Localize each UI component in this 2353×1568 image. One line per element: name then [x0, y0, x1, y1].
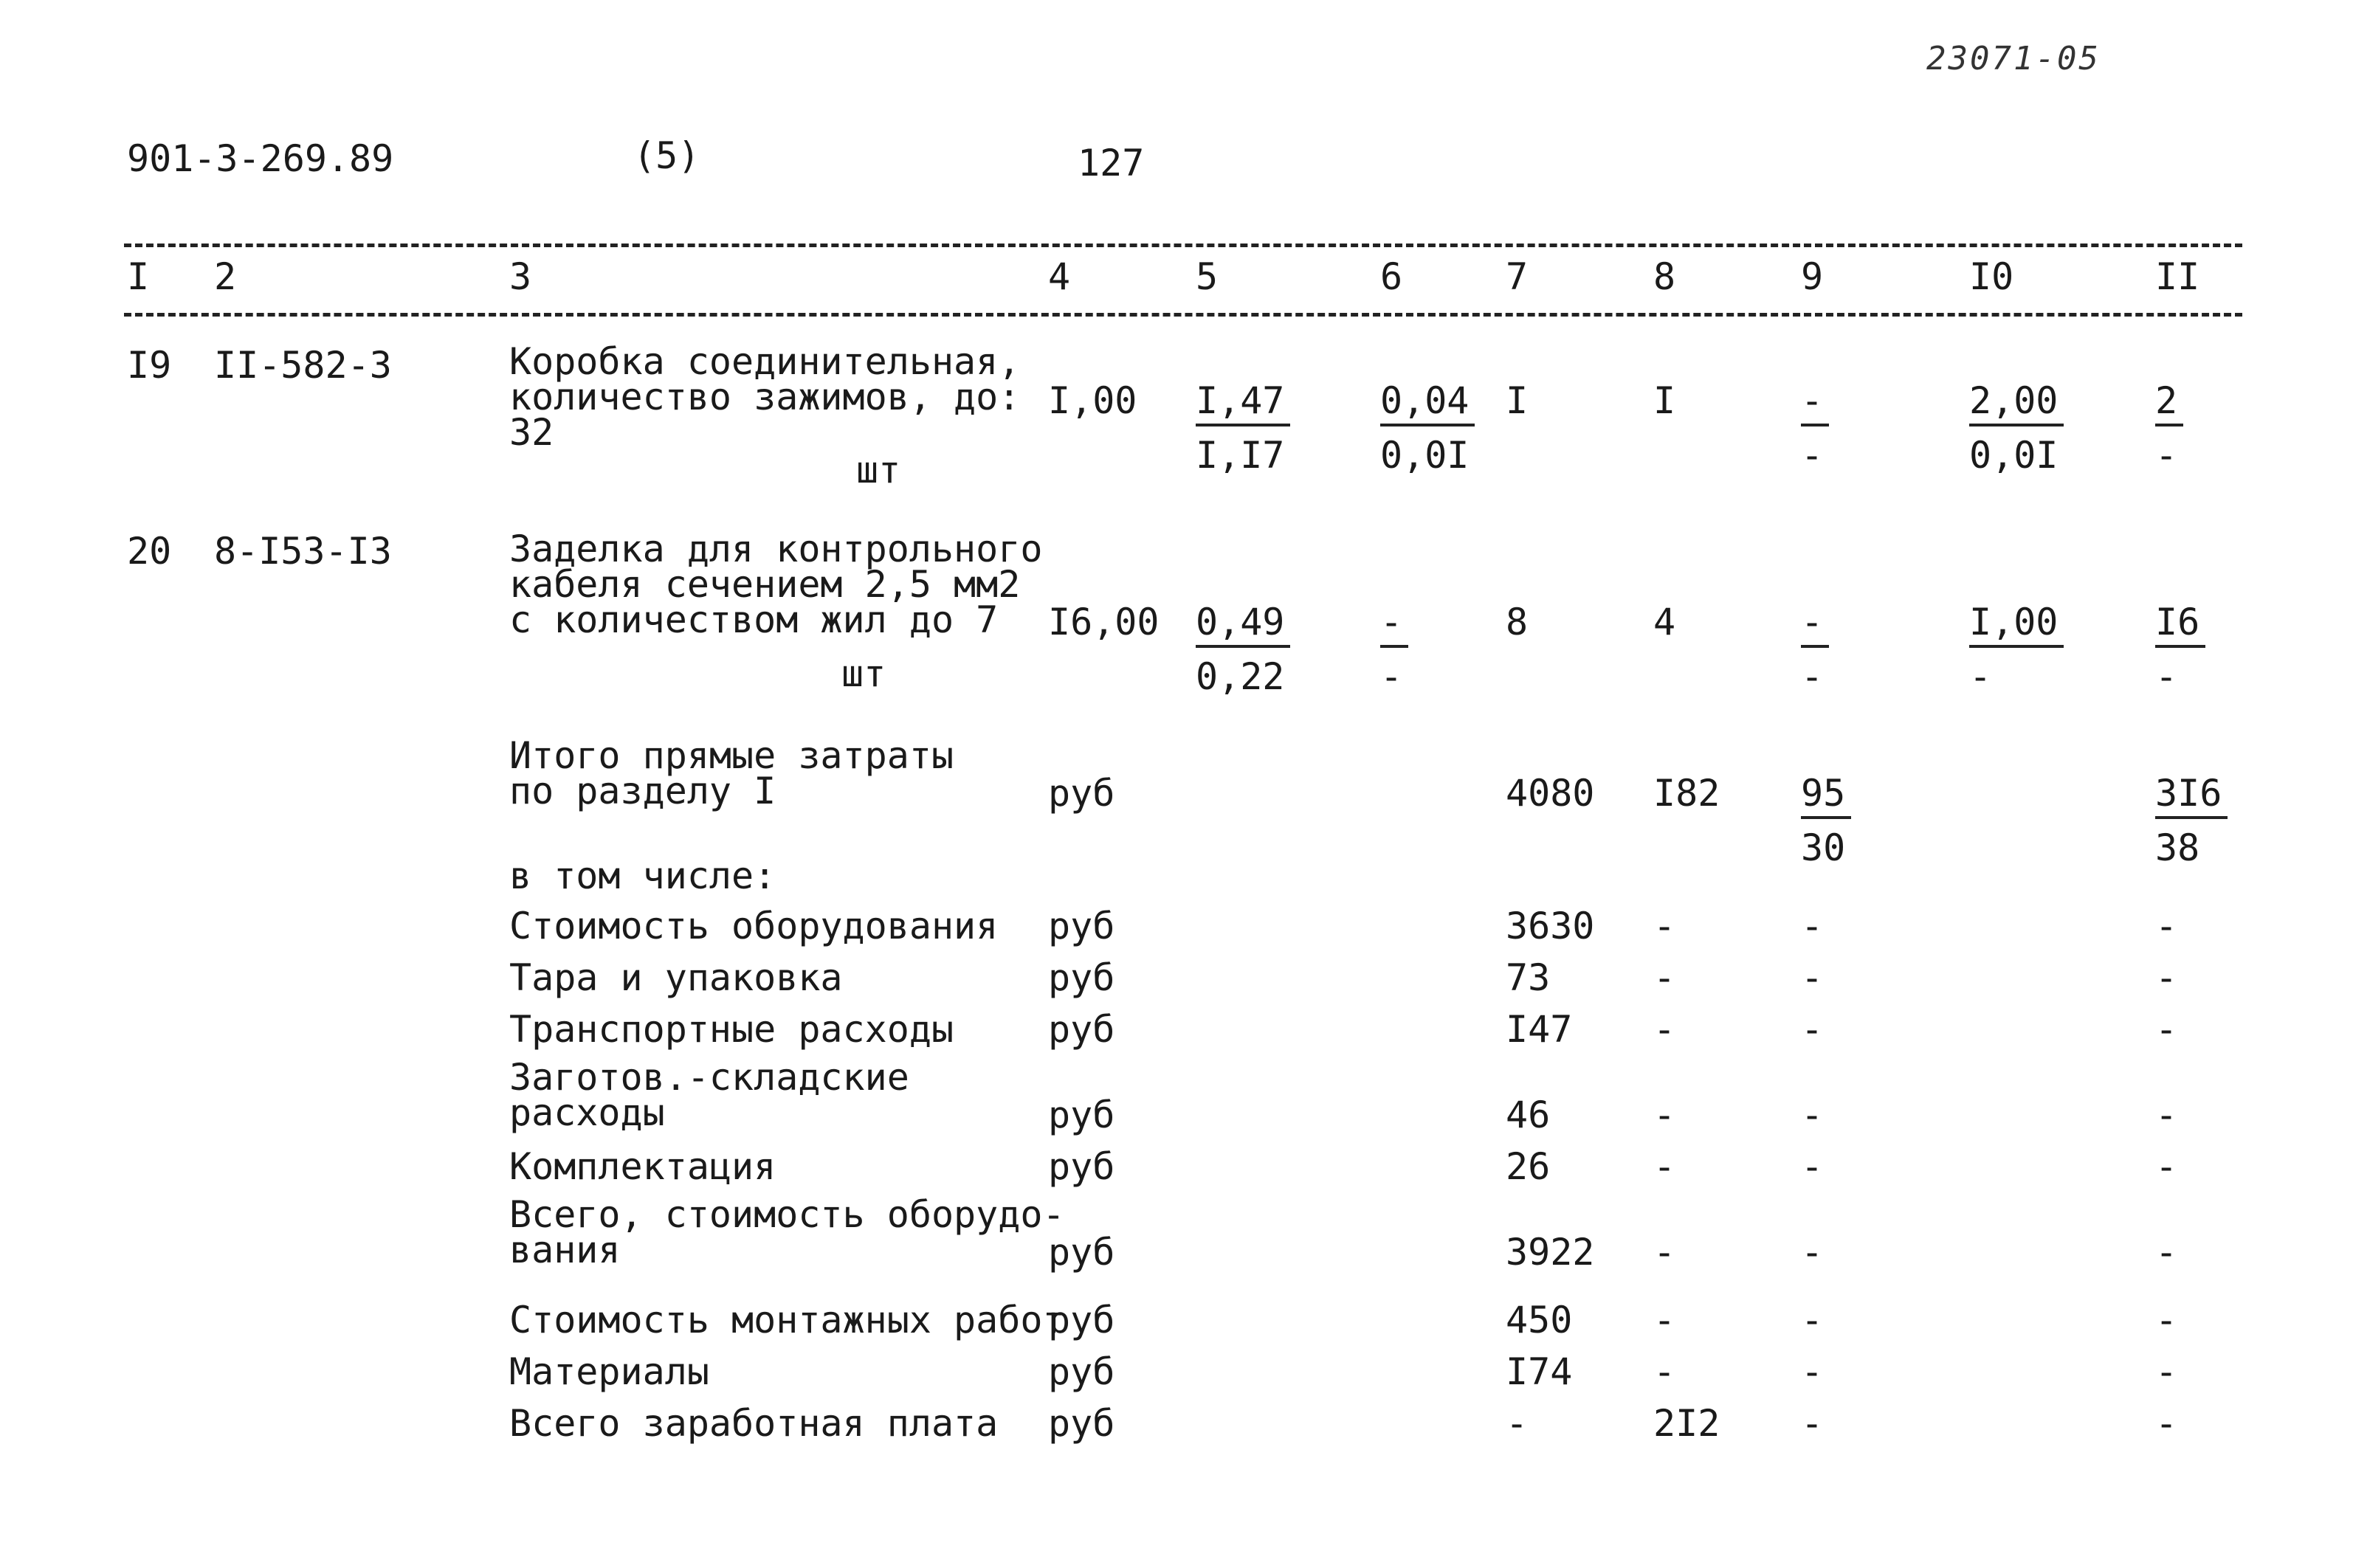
- row-col9: -: [1801, 1350, 1824, 1393]
- cost-col11: 2 -: [2155, 382, 2183, 474]
- header-top-rule: [124, 244, 2242, 247]
- item-description: Заделка для контрольного кабеля сечением 2,5 мм2 с количеством жил до 7: [509, 528, 1043, 641]
- cost-col6: $\frac{0,04}{0,0I}$: [1380, 382, 1475, 474]
- archive-stamp: 23071-05: [1926, 40, 2101, 77]
- row-col8: -: [1653, 1008, 1676, 1051]
- row-col9: -: [1801, 1094, 1824, 1136]
- row-col8: -: [1653, 1350, 1676, 1393]
- item-number: I9: [127, 344, 172, 387]
- page-number: 127: [1078, 142, 1145, 184]
- row-col9: -: [1801, 1299, 1824, 1341]
- total-col11: $\frac{3I6}{38}$: [2155, 775, 2228, 866]
- item-quantity: I6,00: [1048, 601, 1160, 643]
- row-col8: -: [1653, 956, 1676, 999]
- document-code: 901-3-269.89: [127, 137, 394, 180]
- row-col11: -: [2155, 1299, 2178, 1341]
- row-unit: руб: [1048, 905, 1115, 947]
- row-col11: -: [2155, 1350, 2178, 1393]
- total-col9: $\frac{95}{30}$: [1801, 775, 1851, 866]
- column-header-3: 3: [509, 255, 532, 298]
- cost-col6: - -: [1380, 604, 1408, 695]
- row-col9: -: [1801, 1008, 1824, 1051]
- row-col11: -: [2155, 1231, 2178, 1274]
- row-col7: 3922: [1506, 1231, 1595, 1274]
- row-col7: 73: [1506, 956, 1551, 999]
- row-col11: -: [2155, 1145, 2178, 1188]
- total-unit: руб: [1048, 772, 1115, 815]
- row-col7: -: [1506, 1402, 1529, 1445]
- row-label: Тара и упаковка: [509, 956, 843, 999]
- total-label: Итого прямые затраты по разделу I: [509, 734, 954, 812]
- row-col9: -: [1801, 1402, 1824, 1445]
- volume-number: (5): [633, 134, 700, 177]
- item-code: 8-I53-I3: [214, 530, 392, 573]
- row-label: Всего заработная плата: [509, 1402, 999, 1445]
- column-header-9: 9: [1801, 255, 1824, 298]
- row-unit: руб: [1048, 1094, 1115, 1136]
- header-bottom-rule: [124, 313, 2242, 317]
- row-unit: руб: [1048, 1350, 1115, 1393]
- row-col8: -: [1653, 1231, 1676, 1274]
- row-col8: -: [1653, 1094, 1676, 1136]
- item-code: II-582-3: [214, 344, 392, 387]
- item-unit: шт: [841, 652, 886, 695]
- row-col9: -: [1801, 1145, 1824, 1188]
- row-col9: -: [1801, 905, 1824, 947]
- cost-col8: 4: [1653, 601, 1676, 643]
- item-quantity: I,00: [1048, 379, 1137, 422]
- row-label: Транспортные расходы: [509, 1008, 954, 1051]
- total-col7: 4080: [1506, 772, 1595, 815]
- row-col8: -: [1653, 905, 1676, 947]
- row-col11: -: [2155, 1094, 2178, 1136]
- row-label: Материалы: [509, 1350, 709, 1393]
- row-col11: -: [2155, 1402, 2178, 1445]
- row-unit: руб: [1048, 1299, 1115, 1341]
- column-header-5: 5: [1196, 255, 1219, 298]
- including-label: в том числе:: [509, 854, 776, 897]
- item-number: 20: [127, 530, 172, 573]
- cost-col10: I,00 -: [1969, 604, 2064, 695]
- cost-col5: $\frac{I,47}{I,I7}$: [1196, 382, 1290, 474]
- cost-col7: 8: [1506, 601, 1529, 643]
- cost-col8: I: [1653, 379, 1676, 422]
- row-col7: 46: [1506, 1094, 1551, 1136]
- item-unit: шт: [856, 449, 901, 491]
- row-col7: 3630: [1506, 905, 1595, 947]
- row-unit: руб: [1048, 1402, 1115, 1445]
- row-col8: -: [1653, 1299, 1676, 1341]
- row-col11: -: [2155, 1008, 2178, 1051]
- column-header-1: I: [127, 255, 150, 298]
- cost-col10: $\frac{2,00}{0,0I}$: [1969, 382, 2064, 474]
- row-label: Комплектация: [509, 1145, 776, 1188]
- row-col11: -: [2155, 905, 2178, 947]
- row-col7: I74: [1506, 1350, 1573, 1393]
- item-description: Коробка соединительная, количество зажимов, до: 32: [509, 340, 1021, 454]
- row-unit: руб: [1048, 1231, 1115, 1274]
- row-col8: 2I2: [1653, 1402, 1720, 1445]
- row-col9: -: [1801, 1231, 1824, 1274]
- cost-col9: - -: [1801, 382, 1829, 474]
- row-label: Стоимость монтажных работ: [509, 1299, 1065, 1341]
- row-col7: 450: [1506, 1299, 1573, 1341]
- cost-col9: - -: [1801, 604, 1829, 695]
- column-header-8: 8: [1653, 255, 1676, 298]
- column-header-10: I0: [1969, 255, 2014, 298]
- column-header-11: II: [2155, 255, 2200, 298]
- row-unit: руб: [1048, 1145, 1115, 1188]
- row-label: Заготов.-складские расходы: [509, 1056, 909, 1134]
- column-header-7: 7: [1506, 255, 1529, 298]
- row-col9: -: [1801, 956, 1824, 999]
- row-label: Стоимость оборудования: [509, 905, 999, 947]
- cost-col7: I: [1506, 379, 1529, 422]
- row-col11: -: [2155, 956, 2178, 999]
- row-col8: -: [1653, 1145, 1676, 1188]
- column-header-2: 2: [214, 255, 237, 298]
- row-col7: I47: [1506, 1008, 1573, 1051]
- column-header-6: 6: [1380, 255, 1403, 298]
- row-unit: руб: [1048, 956, 1115, 999]
- cost-col11: I6 -: [2155, 604, 2205, 695]
- row-unit: руб: [1048, 1008, 1115, 1051]
- column-header-4: 4: [1048, 255, 1071, 298]
- total-col8: I82: [1653, 772, 1720, 815]
- row-label: Всего, стоимость оборудо- вания: [509, 1193, 1065, 1271]
- cost-col5: $\frac{0,49}{0,22}$: [1196, 604, 1290, 695]
- row-col7: 26: [1506, 1145, 1551, 1188]
